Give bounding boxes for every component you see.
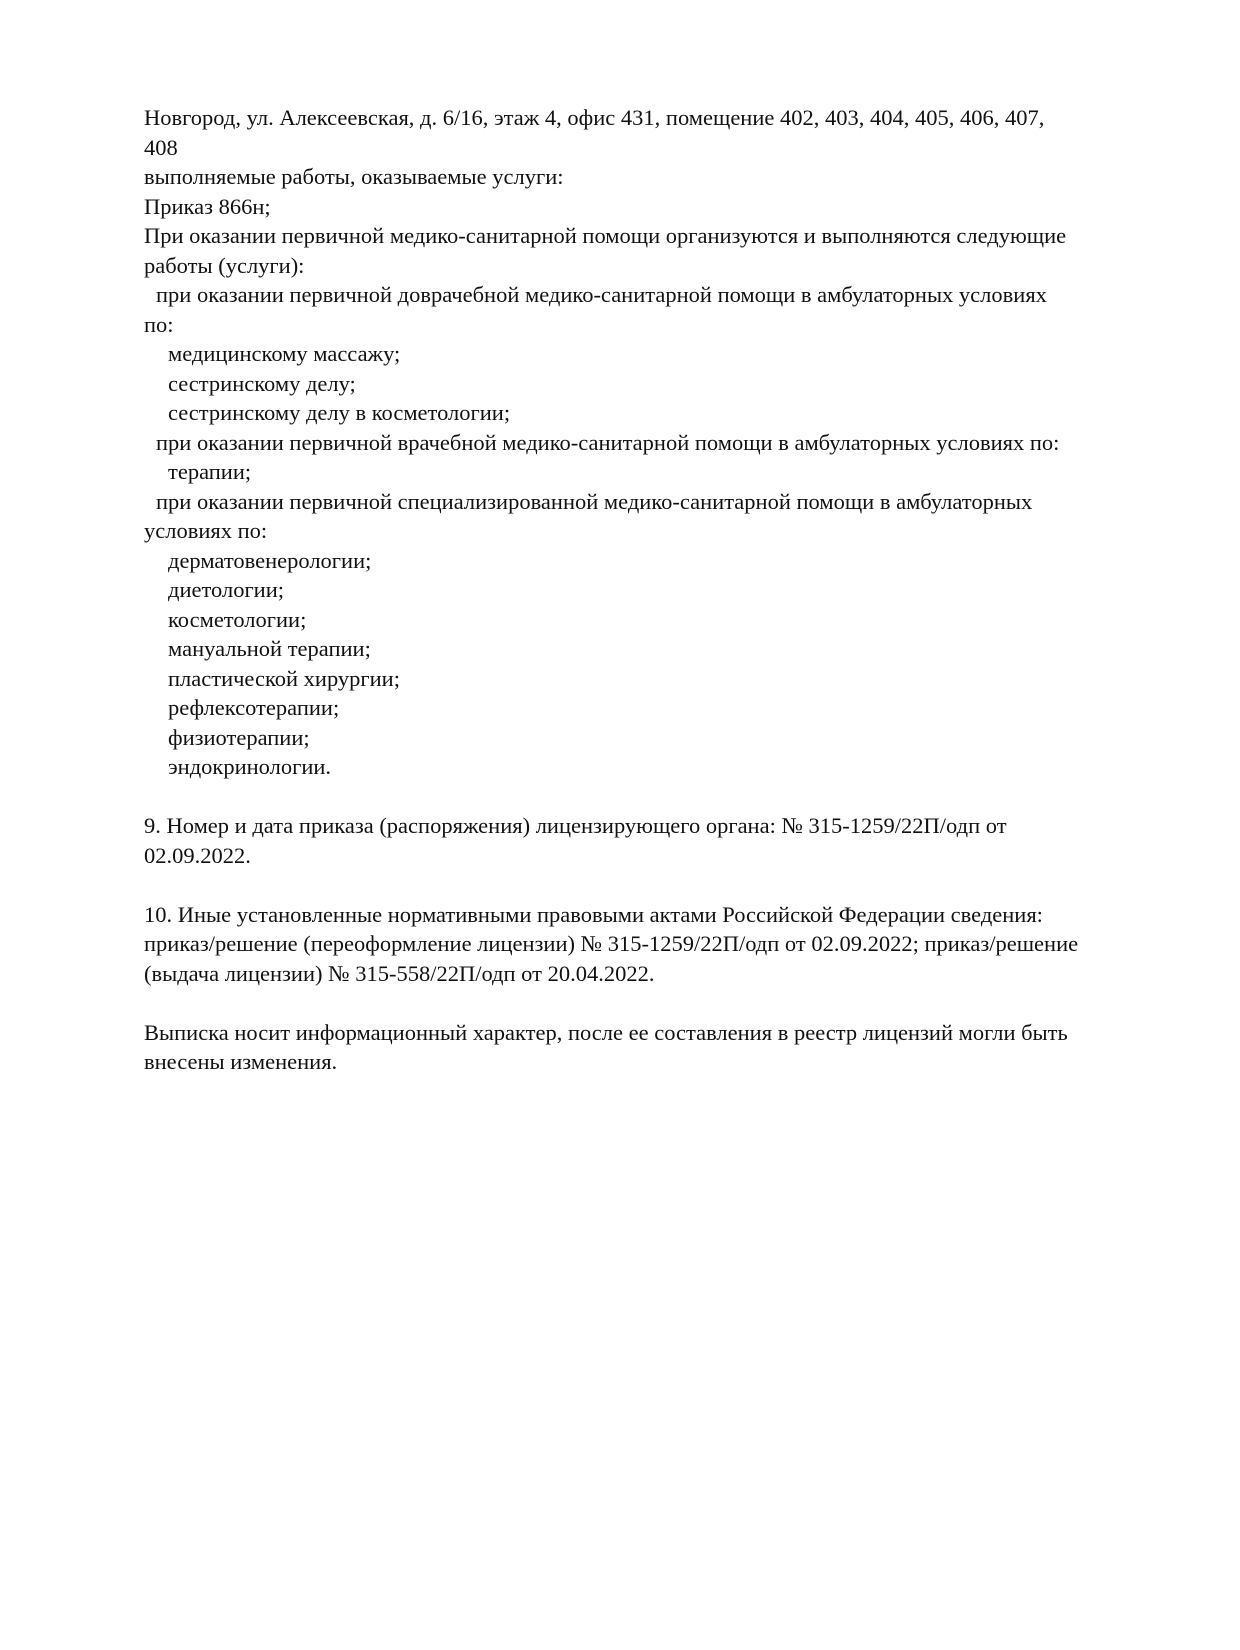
physician-heading: при оказании первичной врачебной медико-санитарной помощи в амбулаторных условиях по: — [156, 429, 1060, 455]
list-item: сестринскому делу; — [168, 370, 356, 396]
paragraph-gap — [144, 782, 1174, 812]
list-item: дерматовенерологии; — [168, 547, 372, 573]
disclaimer-line-1: Выписка носит информационный характер, после ее составления в реестр лицензий могли быть — [144, 1019, 1068, 1045]
list-item: косметологии; — [168, 606, 307, 632]
document-page — [144, 103, 1174, 1077]
disclaimer-line-2: внесены изменения. — [144, 1049, 338, 1074]
list-item: физиотерапии; — [168, 724, 310, 750]
list-item: диетологии; — [168, 577, 285, 602]
list-item: медицинскому массажу; — [168, 341, 401, 366]
specialized-heading-line-1: при оказании первичной специализированной медико-санитарной помощи в амбулаторных — [156, 488, 1033, 514]
works-order: Приказ 866н; — [144, 193, 271, 219]
list-item: пластической хирургии; — [168, 665, 400, 691]
section-10-line-3: (выдача лицензии) № 315-558/22П/одп от 20.04.2022. — [144, 960, 655, 986]
prehospital-heading-line-2: по: — [144, 311, 174, 337]
specialized-heading-line-2: условиях по: — [144, 518, 268, 543]
section-10-line-2: приказ/решение (переоформление лицензии) № 315-1259/22П/одп от 02.09.2022; приказ/решение — [144, 931, 1079, 956]
works-intro-line-2: работы (услуги): — [144, 252, 305, 278]
section-9-line-2: 02.09.2022. — [144, 842, 251, 868]
paragraph-gap — [144, 988, 1174, 1018]
section-9-line-1: 9. Номер и дата приказа (распоряжения) лицензирующего органа: № 315-1259/22П/одп от — [144, 813, 1007, 838]
prehospital-heading-line-1: при оказании первичной доврачебной медико-санитарной помощи в амбулаторных условиях — [156, 282, 1047, 307]
list-item: эндокринологии. — [168, 754, 332, 779]
list-item: мануальной терапии; — [168, 636, 371, 661]
list-item: терапии; — [168, 459, 252, 484]
section-10-line-1: 10. Иные установленные нормативными правовыми актами Российской Федерации сведения: — [144, 901, 1043, 927]
address-line-2: 408 — [144, 134, 178, 160]
list-item: сестринскому делу в косметологии; — [168, 400, 511, 425]
paragraph-gap — [144, 870, 1174, 900]
works-intro-line-1: При оказании первичной медико-санитарной помощи организуются и выполняются следующие — [144, 223, 1067, 248]
list-item: рефлексотерапии; — [168, 695, 340, 720]
address-line-1: Новгород, ул. Алексеевская, д. 6/16, этаж 4, офис 431, помещение 402, 403, 404, 405, 406, 407, — [144, 105, 1045, 130]
works-heading: выполняемые работы, оказываемые услуги: — [144, 164, 564, 189]
